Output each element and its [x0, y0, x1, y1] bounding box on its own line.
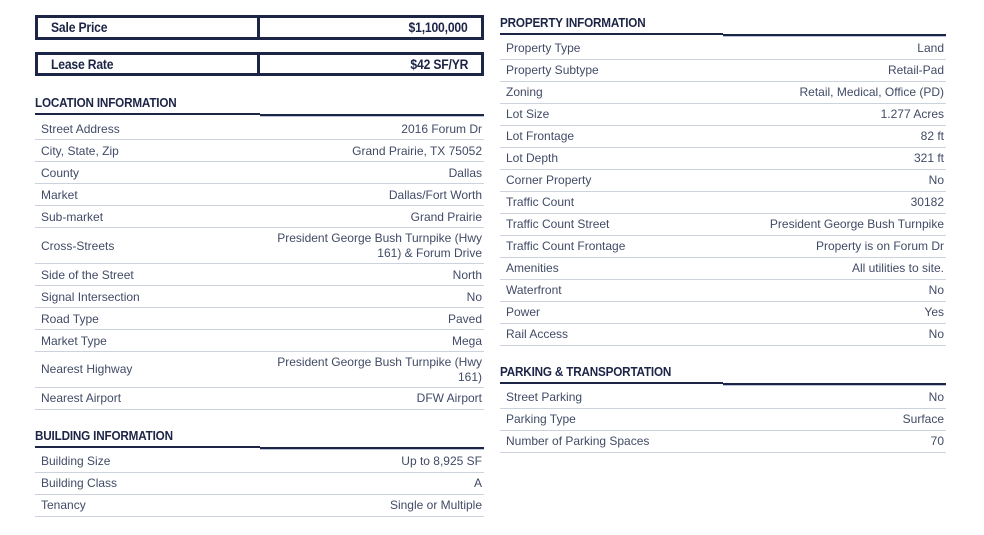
- row-label: Nearest Airport: [41, 391, 122, 406]
- section-underline-left: [35, 113, 260, 115]
- sale-price-box: [35, 15, 484, 40]
- info-row-parking-type: [500, 409, 946, 431]
- row-value: President George Bush Turnpike (Hwy 161) & Forum Drive: [277, 231, 482, 260]
- info-row-road-type: [35, 308, 484, 330]
- row-label: Market Type: [41, 333, 107, 348]
- section-building-information: [35, 428, 484, 517]
- section-underline-right: [723, 383, 946, 385]
- info-row-city-state-zip: [35, 140, 484, 162]
- row-value: No: [928, 173, 944, 188]
- info-row-building-size: [35, 451, 484, 473]
- info-row-market: [35, 184, 484, 206]
- row-value: A: [473, 476, 482, 491]
- row-label: Traffic Count Street: [506, 217, 610, 232]
- info-row-nearest-airport: [35, 388, 484, 410]
- sale-price-label: Sale Price: [51, 19, 108, 35]
- row-label: Property Type: [506, 41, 581, 56]
- lease-rate-box: [35, 52, 484, 77]
- info-row-sub-market: [35, 206, 484, 228]
- row-label: Lot Depth: [506, 151, 559, 166]
- section-title: PROPERTY INFORMATION: [500, 15, 646, 30]
- row-value: 82 ft: [920, 129, 944, 144]
- row-value: No: [466, 289, 482, 304]
- row-label: Amenities: [506, 261, 559, 276]
- info-row-lot-depth: [500, 148, 946, 170]
- left-column: [35, 15, 484, 535]
- row-value: DFW Airport: [416, 391, 482, 406]
- info-row-traffic-count: [500, 192, 946, 214]
- sale-price-value-cell: [260, 18, 482, 37]
- row-label: Lot Frontage: [506, 129, 575, 144]
- info-row-corner-property: [500, 170, 946, 192]
- section-underline-left: [35, 446, 260, 448]
- section-underline-right: [260, 447, 485, 449]
- sale-price-value: $1,100,000: [408, 19, 468, 35]
- row-value: Mega: [451, 333, 482, 348]
- row-label: Building Size: [41, 454, 111, 469]
- lease-rate-value-cell: [260, 55, 482, 74]
- row-label: County: [41, 165, 80, 180]
- section-location-information: [35, 95, 484, 410]
- row-value: 321 ft: [913, 151, 944, 166]
- row-value: President George Bush Turnpike (Hwy 161): [277, 355, 482, 384]
- row-label: City, State, Zip: [41, 143, 119, 158]
- info-row-building-class: [35, 473, 484, 495]
- row-value: President George Bush Turnpike: [769, 217, 944, 232]
- row-label: Tenancy: [41, 498, 86, 513]
- row-value: No: [928, 283, 944, 298]
- row-label: Street Parking: [506, 390, 583, 405]
- row-value: Retail-Pad: [887, 63, 944, 78]
- section-underline-right: [723, 34, 946, 36]
- row-label: Traffic Count Frontage: [506, 239, 626, 254]
- info-row-traffic-count-street: [500, 214, 946, 236]
- row-label: Street Address: [41, 121, 120, 136]
- row-label: Nearest Highway: [41, 362, 133, 377]
- row-label: Building Class: [41, 476, 118, 491]
- row-value: 2016 Forum Dr: [401, 121, 482, 136]
- info-row-property-type: [500, 38, 946, 60]
- row-value: Dallas: [448, 165, 482, 180]
- section-underline-left: [500, 33, 723, 35]
- row-value: Property is on Forum Dr: [815, 239, 944, 254]
- row-label: Property Subtype: [506, 63, 599, 78]
- section-title: LOCATION INFORMATION: [35, 95, 177, 111]
- info-row-street-address: [35, 118, 484, 140]
- row-label: Lot Size: [506, 107, 550, 122]
- info-row-lot-size: [500, 104, 946, 126]
- row-label: Traffic Count: [506, 195, 575, 210]
- info-row-rail-access: [500, 324, 946, 346]
- info-row-lot-frontage: [500, 126, 946, 148]
- row-label: Signal Intersection: [41, 289, 140, 304]
- row-value: Retail, Medical, Office (PD): [799, 85, 944, 100]
- row-value: 30182: [910, 195, 944, 210]
- section-underline: [500, 382, 946, 386]
- lease-rate-label-cell: [38, 55, 260, 74]
- section-parking-transportation: [500, 364, 946, 453]
- info-row-side-of-the-street: [35, 264, 484, 286]
- row-label: Market: [41, 187, 78, 202]
- info-row-traffic-count-frontage: [500, 236, 946, 258]
- lease-rate-label: Lease Rate: [51, 56, 114, 72]
- info-row-power: [500, 302, 946, 324]
- lease-rate-value: $42 SF/YR: [410, 56, 468, 72]
- row-label: Cross-Streets: [41, 238, 115, 253]
- section-underline: [35, 446, 484, 450]
- row-value: 70: [930, 434, 944, 449]
- row-value: Surface: [902, 412, 944, 427]
- row-value: Single or Multiple: [389, 498, 482, 513]
- section-underline: [500, 33, 946, 37]
- info-row-county: [35, 162, 484, 184]
- row-value: Land: [917, 41, 944, 56]
- row-value: Dallas/Fort Worth: [388, 187, 482, 202]
- info-row-market-type: [35, 330, 484, 352]
- info-row-street-parking: [500, 387, 946, 409]
- row-value: 1.277 Acres: [880, 107, 944, 122]
- row-value: All utilities to site.: [851, 261, 944, 276]
- section-title: BUILDING INFORMATION: [35, 428, 173, 443]
- row-value: Grand Prairie: [410, 209, 482, 224]
- row-label: Power: [506, 305, 541, 320]
- section-underline-left: [500, 382, 723, 384]
- row-label: Rail Access: [506, 327, 569, 342]
- row-value: No: [928, 390, 944, 405]
- row-label: Zoning: [506, 85, 543, 100]
- row-value: Up to 8,925 SF: [401, 454, 482, 469]
- info-row-waterfront: [500, 280, 946, 302]
- row-label: Number of Parking Spaces: [506, 434, 650, 449]
- info-row-amenities: [500, 258, 946, 280]
- section-underline: [35, 113, 484, 117]
- left-sections: [35, 95, 484, 535]
- row-label: Side of the Street: [41, 267, 134, 282]
- row-label: Parking Type: [506, 412, 576, 427]
- sale-price-label-cell: [38, 18, 260, 37]
- row-label: Road Type: [41, 311, 99, 326]
- info-row-property-subtype: [500, 60, 946, 82]
- info-row-nearest-highway: [35, 352, 484, 388]
- row-value: Yes: [924, 305, 944, 320]
- info-row-number-of-parking-spaces: [500, 431, 946, 453]
- info-row-zoning: [500, 82, 946, 104]
- row-label: Sub-market: [41, 209, 104, 224]
- row-value: No: [928, 327, 944, 342]
- right-sections: [500, 15, 946, 471]
- section-title: PARKING & TRANSPORTATION: [500, 364, 672, 379]
- right-column: [500, 15, 946, 535]
- section-underline-right: [260, 114, 485, 116]
- info-row-cross-streets: [35, 228, 484, 264]
- row-label: Waterfront: [506, 283, 562, 298]
- info-row-tenancy: [35, 495, 484, 517]
- row-value: North: [452, 267, 482, 282]
- row-label: Corner Property: [506, 173, 592, 188]
- section-property-information: [500, 15, 946, 346]
- info-row-signal-intersection: [35, 286, 484, 308]
- row-value: Paved: [447, 311, 482, 326]
- row-value: Grand Prairie, TX 75052: [352, 143, 482, 158]
